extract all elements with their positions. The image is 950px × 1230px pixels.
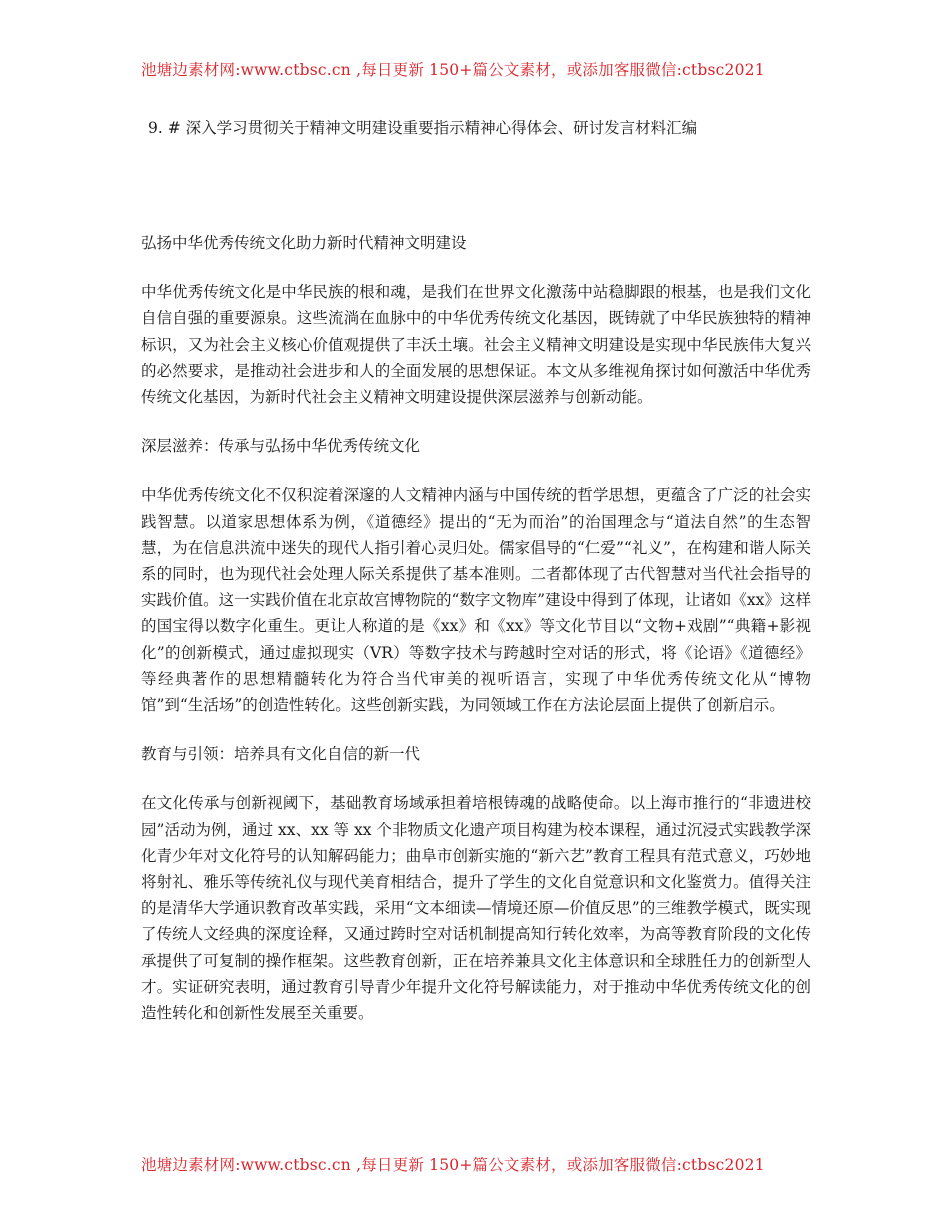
promo-banner-top: 池塘边素材网:www.ctbsc.cn ,每日更新 150+篇公文素材，或添加客服微信:ctbsc2021	[141, 61, 765, 79]
section-heading-education: 教育与引领：培养具有文化自信的新一代	[141, 745, 421, 764]
paragraph-heritage: 中华优秀传统文化不仅积淀着深邃的人文精神内涵与中国传统的哲学思想，更蕴含了广泛的社会实践智慧。以道家思想体系为例，《道德经》提出的“无为而治”的治国理念与“道法自然”的生态智慧，为在信息洪流中迷失的现代人指引着心灵归处。儒家倡导的“仁爱”“礼义”，在构建和谐人际关系的同时，也为现代社会处理人际关系提供了基本准则。二者都体现了古代智慧对当代社会指导的实践价值。这一实践价值在北京故宫博物院的“数字文物库”建设中得到了体现，让诸如《xx》这样的国宝得以数字化重生。更让人称道的是《xx》和《xx》等文化节目以“文物+戏剧”“典籍+影视化”的创新模式，通过虚拟现实（VR）等数字技术与跨越时空对话的形式，将《论语》《道德经》等经典著作的思想精髓转化为符合当代审美的视听语言，实现了中华优秀传统文化从“博物馆”到“生活场”的创造性转化。这些创新实践，为同领域工作在方法论层面上提供了创新启示。	[141, 486, 811, 715]
section-heading-heritage: 深层滋养：传承与弘扬中华优秀传统文化	[141, 437, 421, 456]
document-title: 9. # 深入学习贯彻关于精神文明建设重要指示精神心得体会、研讨发言材料汇编	[148, 119, 698, 137]
paragraph-education: 在文化传承与创新视阈下，基础教育场域承担着培根铸魂的战略使命。以上海市推行的“非遗进校园”活动为例，通过 xx、xx 等 xx 个非物质文化遗产项目构建为校本课程，通过沉浸式实践教学深化青少年对文化符号的认知解码能力；曲阜市创新实施的“新六艺”教育工程具有范式意义，巧妙地将射礼、雅乐等传统礼仪与现代美育相结合，提升了学生的文化自觉意识和文化鉴赏力。值得关注的是清华大学通识教育改革实践，采用“文本细读—情境还原—价值反思”的三维教学模式，既实现了传统人文经典的深度诠释，又通过跨时空对话机制提高知行转化效率，为高等教育阶段的文化传承提供了可复制的操作框架。这些教育创新，正在培养兼具文化主体意识和全球胜任力的创新型人才。实证研究表明，通过教育引导青少年提升文化符号解读能力，对于推动中华优秀传统文化的创造性转化和创新性发展至关重要。	[141, 794, 811, 1023]
article-body	[141, 230, 811, 1049]
paragraph-intro: 中华优秀传统文化是中华民族的根和魂，是我们在世界文化激荡中站稳脚跟的根基，也是我们文化自信自强的重要源泉。这些流淌在血脉中的中华优秀传统文化基因，既铸就了中华民族独特的精神标识，又为社会主义核心价值观提供了丰沃土壤。社会主义精神文明建设是实现中华民族伟大复兴的必然要求，是推动社会进步和人的全面发展的思想保证。本文从多维视角探讨如何激活中华优秀传统文化基因，为新时代社会主义精神文明建设提供深层滋养与创新动能。	[141, 283, 811, 407]
article-heading: 弘扬中华优秀传统文化助力新时代精神文明建设	[141, 234, 467, 252]
promo-banner-bottom: 池塘边素材网:www.ctbsc.cn ,每日更新 150+篇公文素材，或添加客服微信:ctbsc2021	[141, 1156, 765, 1174]
